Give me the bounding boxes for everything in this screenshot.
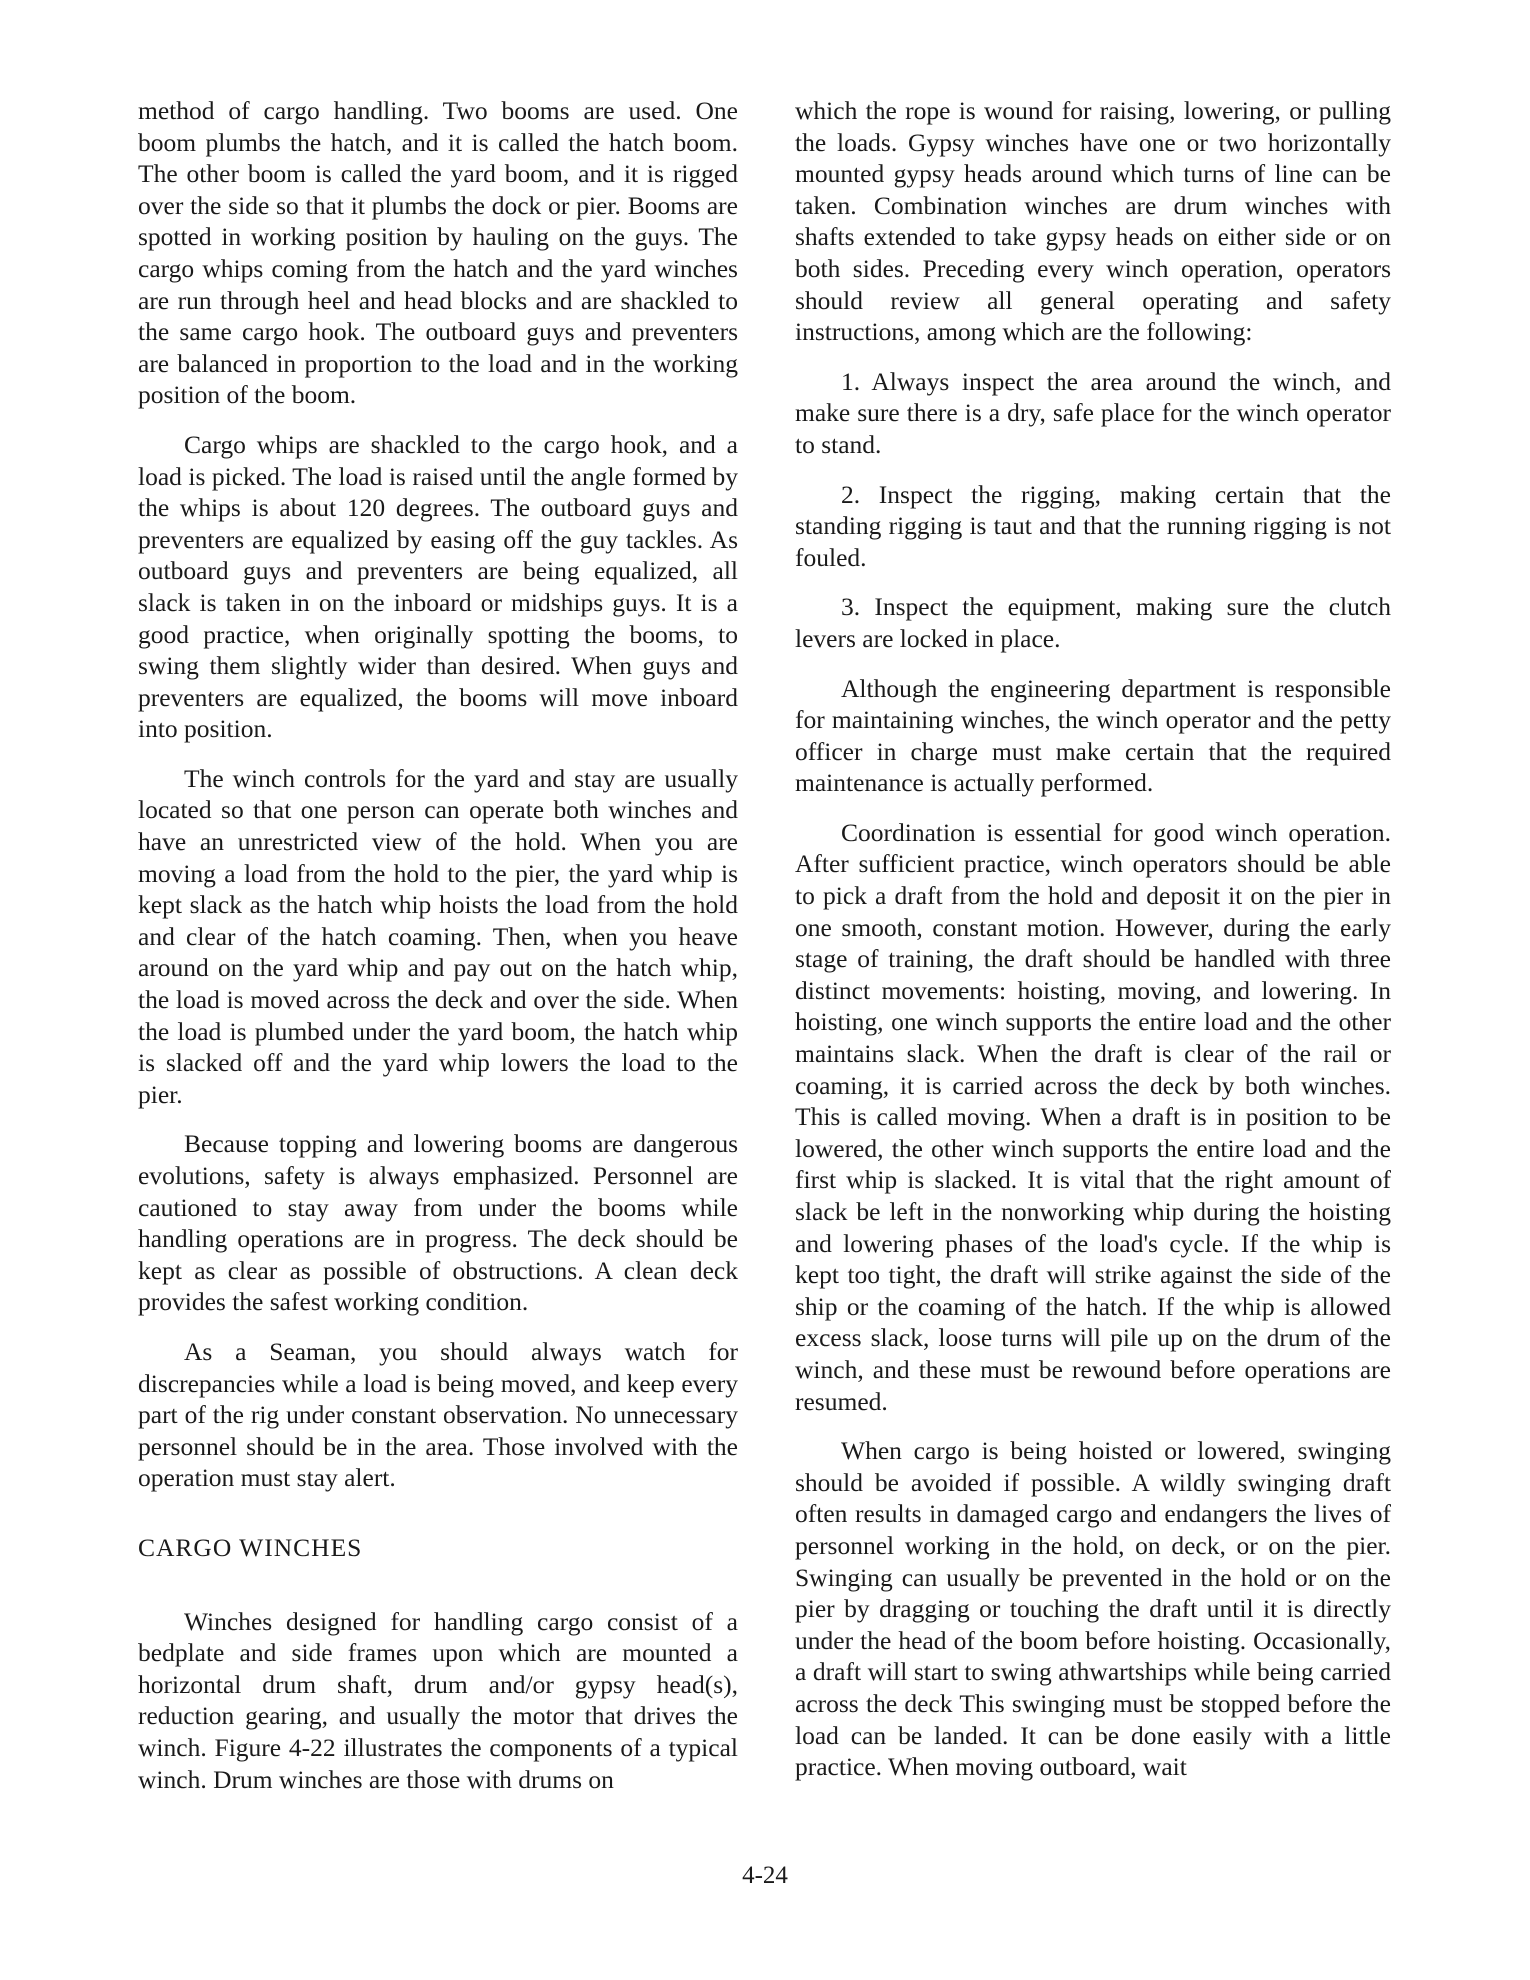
left-paragraph-4: Because topping and lowering booms are dangerous evolutions, safety is always emphasized. Personnel are cautioned to stay away from under the booms while handling operations are in progress. The deck should be kept as clear as possible of obstructions. A clean deck provides the safest working condition. [138,1129,738,1317]
list-item-2: 2. Inspect the rigging, making certain that the standing rigging is taut and that the running rigging is not fouled. [795,479,1391,572]
list-item-3: 3. Inspect the equipment, making sure the clutch levers are locked in place. [795,592,1391,653]
section-heading: CARGO WINCHES [138,1532,363,1562]
left-column [138,95,738,1813]
page-number: 4-24 [742,1862,788,1889]
right-paragraph-2: Although the engineering department is responsible for maintaining winches, the winch operator and the petty officer in charge must make certain that the required maintenance is actually performed. [795,673,1391,798]
right-paragraph-1: which the rope is wound for raising, lowering, or pulling the loads. Gypsy winches have one or two horizontally mounted gypsy heads around which turns of line can be taken. Combination winches are drum winches with shafts extended to take gypsy heads on either side or on both sides. Preceding every winch operation, operators should review all general operating and safety instructions, among which are the following: [795,96,1391,347]
right-column [795,95,1391,1801]
left-paragraph-6: Winches designed for handling cargo consist of a bedplate and side frames upon which are mounted a horizontal drum shaft, drum and/or gypsy head(s), reduction gearing, and usually the motor that drives the winch. Figure 4-22 illustrates the components of a typical winch. Drum winches are those with drums on [138,1606,738,1794]
list-item-1: 1. Always inspect the area around the winch, and make sure there is a dry, safe place for the winch operator to stand. [795,366,1391,459]
left-paragraph-1: method of cargo handling. Two booms are used. One boom plumbs the hatch, and it is called the hatch boom. The other boom is called the yard boom, and it is rigged over the side so that it plumbs the dock or pier. Booms are spotted in working position by hauling on the guys. The cargo whips coming from the hatch and the yard winches are run through heel and head blocks and are shackled to the same cargo hook. The outboard guys and preventers are balanced in proportion to the load and in the working position of the boom. [138,96,738,410]
left-paragraph-5: As a Seaman, you should always watch for discrepancies while a load is being moved, and keep every part of the rig under constant observation. No unnecessary personnel should be in the area. Those involved with the operation must stay alert. [138,1336,738,1493]
left-paragraph-2: Cargo whips are shackled to the cargo hook, and a load is picked. The load is raised until the angle formed by the whips is about 120 degrees. The outboard guys and preventers are equalized by easing off the guy tackles. As outboard guys and preventers are being equalized, all slack is taken in on the inboard or midships guys. It is a good practice, when originally spotting the booms, to swing them slightly wider than desired. When guys and preventers are equalized, the booms will move inboard into position. [138,429,738,744]
left-paragraph-3: The winch controls for the yard and stay are usually located so that one person can operate both winches and have an unrestricted view of the hold. When you are moving a load from the hold to the pier, the yard whip is kept slack as the hatch whip hoists the load from the hold and clear of the hatch coaming. Then, when you heave around on the yard whip and pay out on the hatch whip, the load is moved across the deck and over the side. When the load is plumbed under the yard boom, the hatch whip is slacked off and the yard whip lowers the load to the pier. [138,763,738,1109]
right-paragraph-4: When cargo is being hoisted or lowered, swinging should be avoided if possible. A wildly swinging draft often results in damaged cargo and endangers the lives of personnel working in the hold, on deck, or on the pier. Swinging can usually be prevented in the hold or on the pier by dragging or touching the draft until it is directly under the head of the boom before hoisting. Occasionally, a draft will start to swing athwartships while being carried across the deck This swinging must be stopped before the load can be landed. It can be done easily with a little practice. When moving outboard, wait [795,1436,1391,1782]
right-paragraph-3: Coordination is essential for good winch operation. After sufficient practice, winch operators should be able to pick a draft from the hold and deposit it on the pier in one smooth, constant motion. However, during the early stage of training, the draft should be handled with three distinct movements: hoisting, moving, and lowering. In hoisting, one winch supports the entire load and the other maintains slack. When the draft is clear of the rail or coaming, it is carried across the deck by both winches. This is called moving. When a draft is in position to be lowered, the other winch supports the entire load and the first whip is slacked. It is vital that the right amount of slack be left in the nonworking whip during the hoisting and lowering phases of the load's cycle. If the whip is kept too tight, the draft will strike against the side of the ship or the coaming of the hatch. If the whip is allowed excess slack, loose turns will pile up on the drum of the winch, and these must be rewound before operations are resumed. [795,817,1391,1416]
